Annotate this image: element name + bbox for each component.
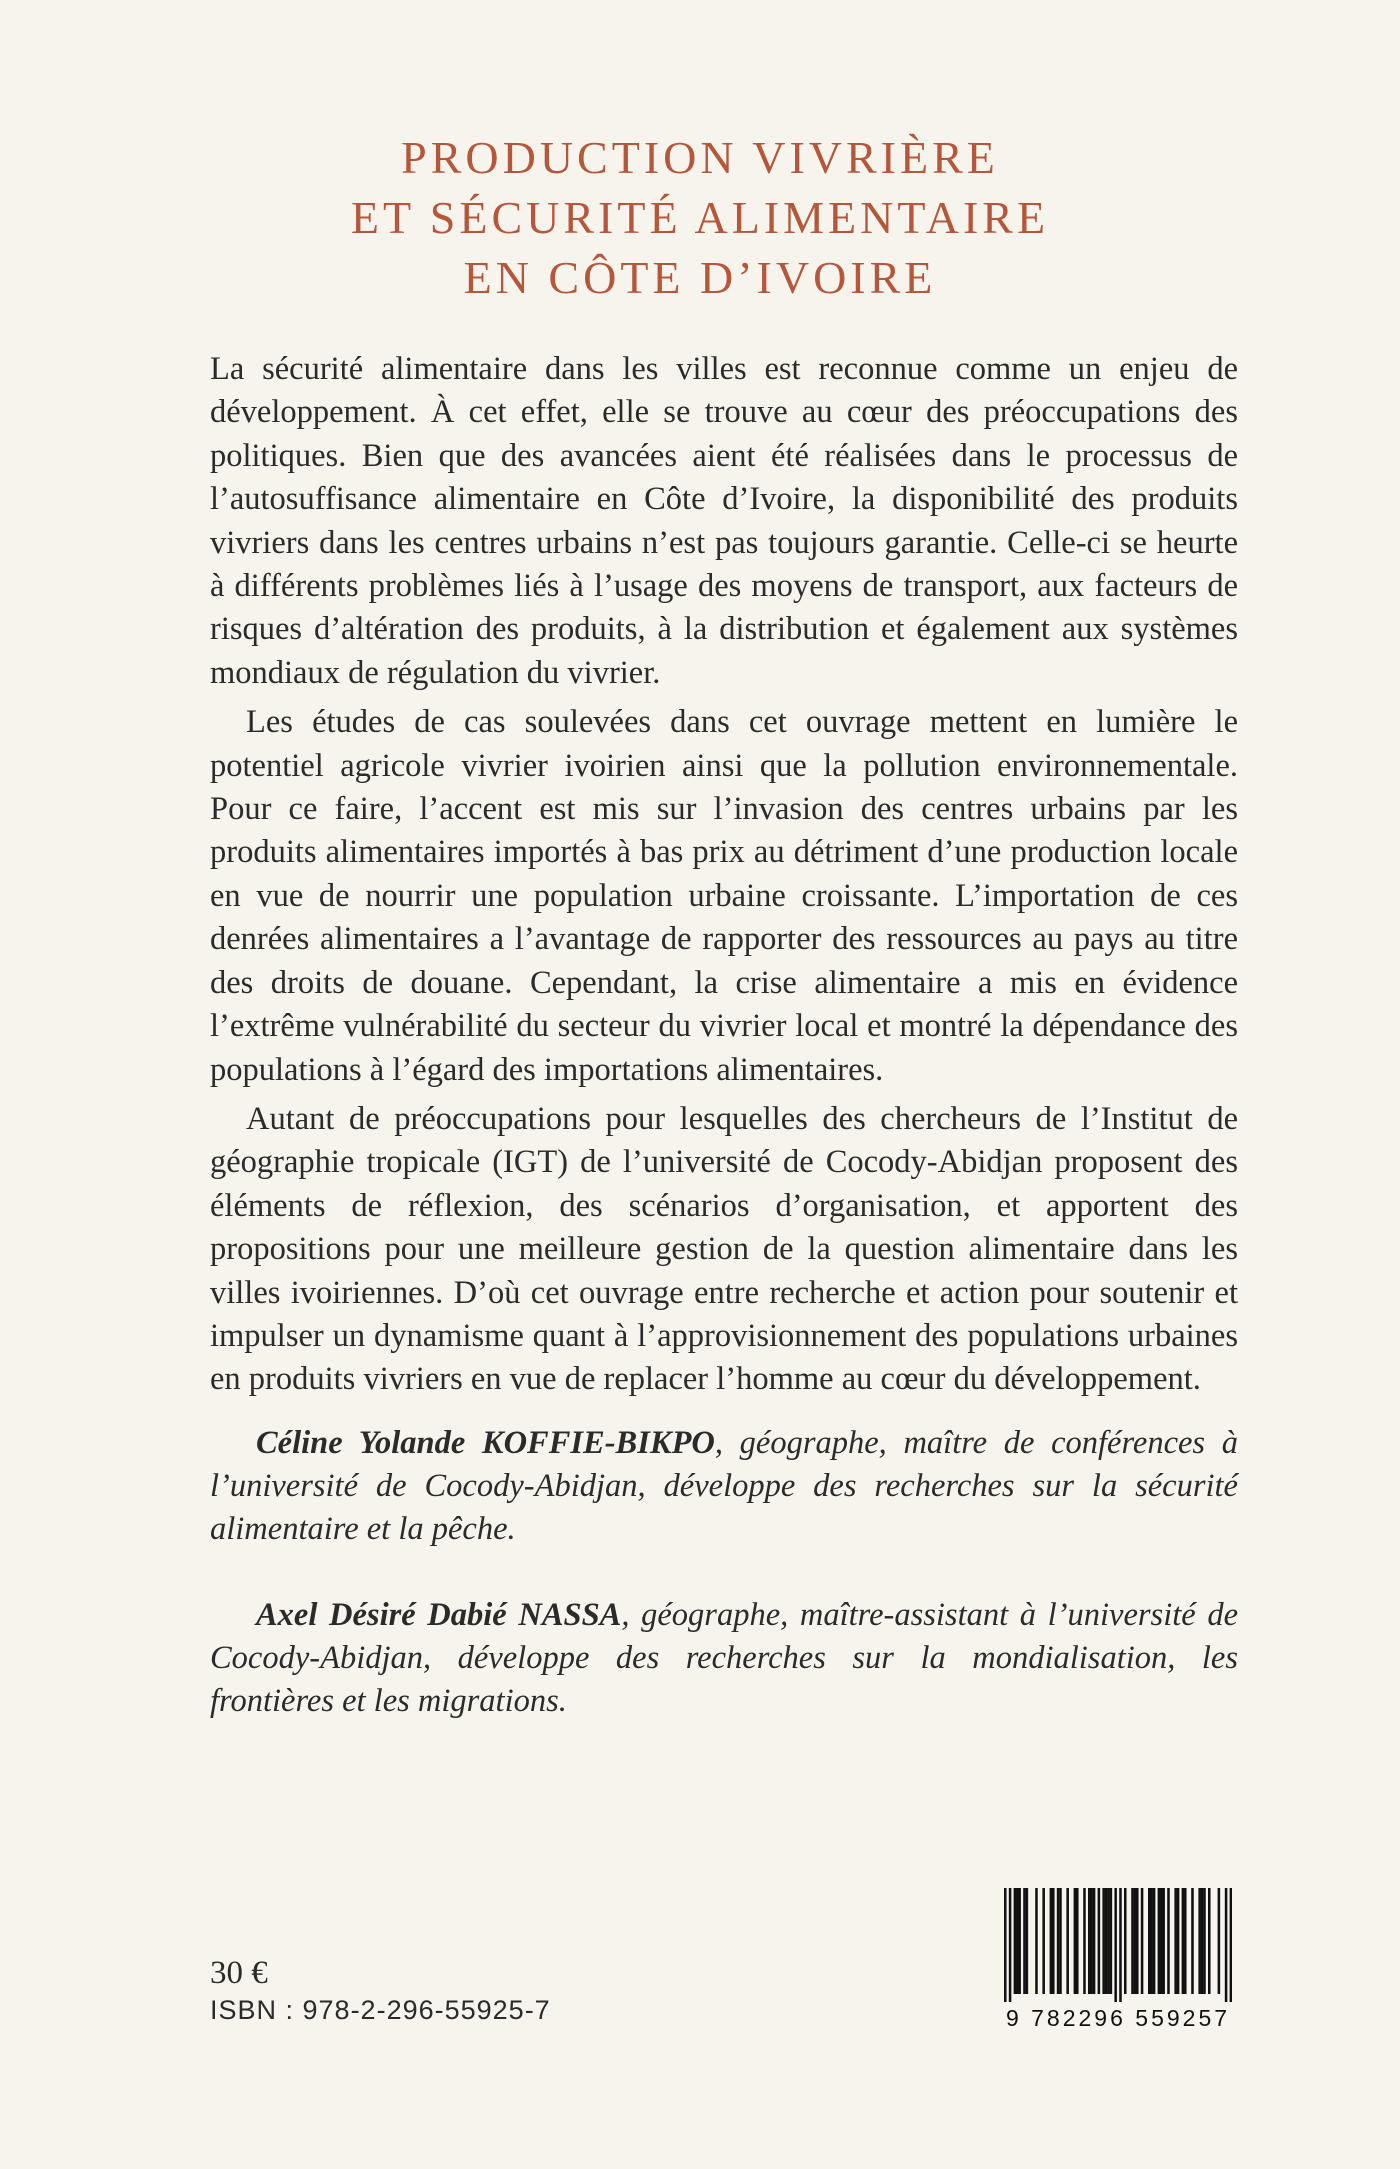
blurb <box>210 348 1238 1408</box>
barcode-bar <box>1076 1888 1079 1994</box>
author-description-2: , géographe, maître-assistant à l’université de Cocody-Abidjan, développe des recherches sur la mondialisation, les frontières et les migrations. <box>210 1597 1238 1719</box>
barcode-bar <box>1230 1888 1232 2002</box>
barcode-bar <box>1141 1888 1144 1994</box>
barcode-bar <box>1090 1888 1093 1994</box>
barcode-bar <box>1198 1888 1201 1994</box>
barcode-bar <box>1201 1888 1204 1994</box>
barcode-bar <box>1083 1888 1086 1994</box>
barcode-bar <box>1052 1888 1055 1994</box>
barcode-bar <box>1150 1888 1153 1994</box>
barcode-bar <box>1093 1888 1096 1994</box>
barcode-bar <box>1035 1888 1038 1994</box>
author-description-1: , géographe, maître de conférences à l’université de Cocody-Abidjan, développe des recherches sur la sécurité alimentaire et la pêche. <box>210 1425 1238 1547</box>
author-bio-2 <box>210 1594 1238 1723</box>
price: 30 € <box>210 1955 268 1991</box>
blurb-paragraph-1: La sécurité alimentaire dans les villes est reconnue comme un enjeu de développement. À cet effet, elle se trouve au cœur des préoccupations des politiques. Bien que des avancées aient été réalisées dans le processus de l’autosuffisance alimentaire en Côte d’Ivoire, la disponibilité des produits vivriers dans les centres urbains n’est pas toujours garantie. Celle-ci se heurte à différents problèmes liés à l’usage des moyens de transport, aux facteurs de risques d’altération des produits, à la distribution et également aux systèmes mondiaux de régulation du vivrier. <box>210 351 1238 691</box>
barcode-bar <box>1148 1888 1151 1994</box>
title-line-2: ET SÉCURITÉ ALIMENTAIRE <box>350 192 1050 243</box>
barcode-bar <box>1107 1888 1110 1994</box>
barcode-bar <box>1088 1888 1091 1994</box>
author-bio-1 <box>210 1422 1238 1551</box>
barcode-bar <box>1014 1888 1017 1994</box>
barcode-bar <box>1182 1888 1185 1994</box>
barcode-bar <box>1124 1888 1127 1994</box>
barcode-bar <box>1153 1888 1156 1994</box>
barcode-bar <box>1066 1888 1069 1994</box>
barcode-bar <box>1110 1888 1113 1994</box>
barcode-bar <box>1162 1888 1165 1994</box>
title-line-3: EN CÔTE D’IVOIRE <box>463 252 937 303</box>
barcode-bar <box>1225 1888 1228 2002</box>
barcode-bar <box>1026 1888 1029 1994</box>
barcode-bar <box>1009 1888 1012 2002</box>
barcode-bar <box>1018 1888 1021 1994</box>
barcode-bar <box>1131 1888 1134 1994</box>
barcode-bar <box>1174 1888 1177 1994</box>
title-line-1: PRODUCTION VIVRIÈRE <box>401 132 999 183</box>
barcode-bar <box>1160 1888 1163 1994</box>
book-title <box>0 128 1400 308</box>
barcode-digits: 9 782296 559257 <box>1005 2005 1231 2031</box>
barcode-bar <box>1203 1888 1206 1994</box>
barcode-bar <box>1059 1888 1062 1994</box>
barcode-bar <box>1004 1888 1007 2002</box>
blurb-paragraph-3: Autant de préoccupations pour lesquelles des chercheurs de l’Institut de géographie tropicale (IGT) de l’université de Cocody-Abidjan proposent des éléments de réflexion, des scénarios d’organisation, et apportent des propositions pour une meilleure gestion de la question alimentaire dans les villes ivoiriennes. D’où cet ouvrage entre recherche et action pour soutenir et impulser un dynamisme quant à l’approvisionnement des populations urbaines en produits vivriers en vue de replacer l’homme au cœur du développement. <box>210 1100 1238 1398</box>
barcode-bar <box>1218 1888 1221 1994</box>
barcode-bar <box>1105 1888 1108 1994</box>
barcode-bar <box>1023 1888 1026 1994</box>
barcode-bar <box>1191 1888 1194 1994</box>
barcode-bar <box>1177 1888 1180 1994</box>
author-name-1: Céline Yolande KOFFIE-BIKPO <box>256 1425 715 1461</box>
barcode-bar <box>1102 1888 1105 1994</box>
barcode-bar <box>1074 1888 1077 1994</box>
barcode-bar <box>1208 1888 1211 1994</box>
barcode-bar <box>1167 1888 1170 1994</box>
barcode <box>998 1888 1238 2038</box>
barcode-bar <box>1016 1888 1019 1994</box>
barcode-bar <box>1050 1888 1053 1994</box>
barcode-bar <box>1184 1888 1187 1994</box>
barcode-bar <box>1057 1888 1060 1994</box>
barcode-bar <box>1114 1888 1117 2002</box>
barcode-bar <box>1042 1888 1045 1994</box>
barcode-bar <box>1098 1888 1101 1994</box>
barcode-bar <box>1134 1888 1137 1994</box>
author-name-2: Axel Désiré Dabié NASSA <box>256 1597 622 1633</box>
barcode-bars <box>1004 1888 1232 2002</box>
blurb-paragraph-2: Les études de cas soulevées dans cet ouvrage mettent en lumière le potentiel agricole vivrier ivoirien ainsi que la pollution environnementale. Pour ce faire, l’accent est mis sur l’invasion des centres urbains par les produits alimentaires importés à bas prix au détriment d’une production locale en vue de nourrir une population urbaine croissante. L’importation de ces denrées alimentaires a l’avantage de rapporter des ressources au pays au titre des droits de douane. Cependant, la crise alimentaire a mis en évidence l’extrême vulnérabilité du secteur du vivrier local et montré la dépendance des populations à l’égard des importations alimentaires. <box>210 704 1238 1088</box>
isbn: ISBN : 978-2-296-55925-7 <box>210 1995 551 2025</box>
barcode-bar <box>1119 1888 1122 2002</box>
barcode-bar <box>1158 1888 1161 1994</box>
barcode-bar <box>1136 1888 1139 1994</box>
